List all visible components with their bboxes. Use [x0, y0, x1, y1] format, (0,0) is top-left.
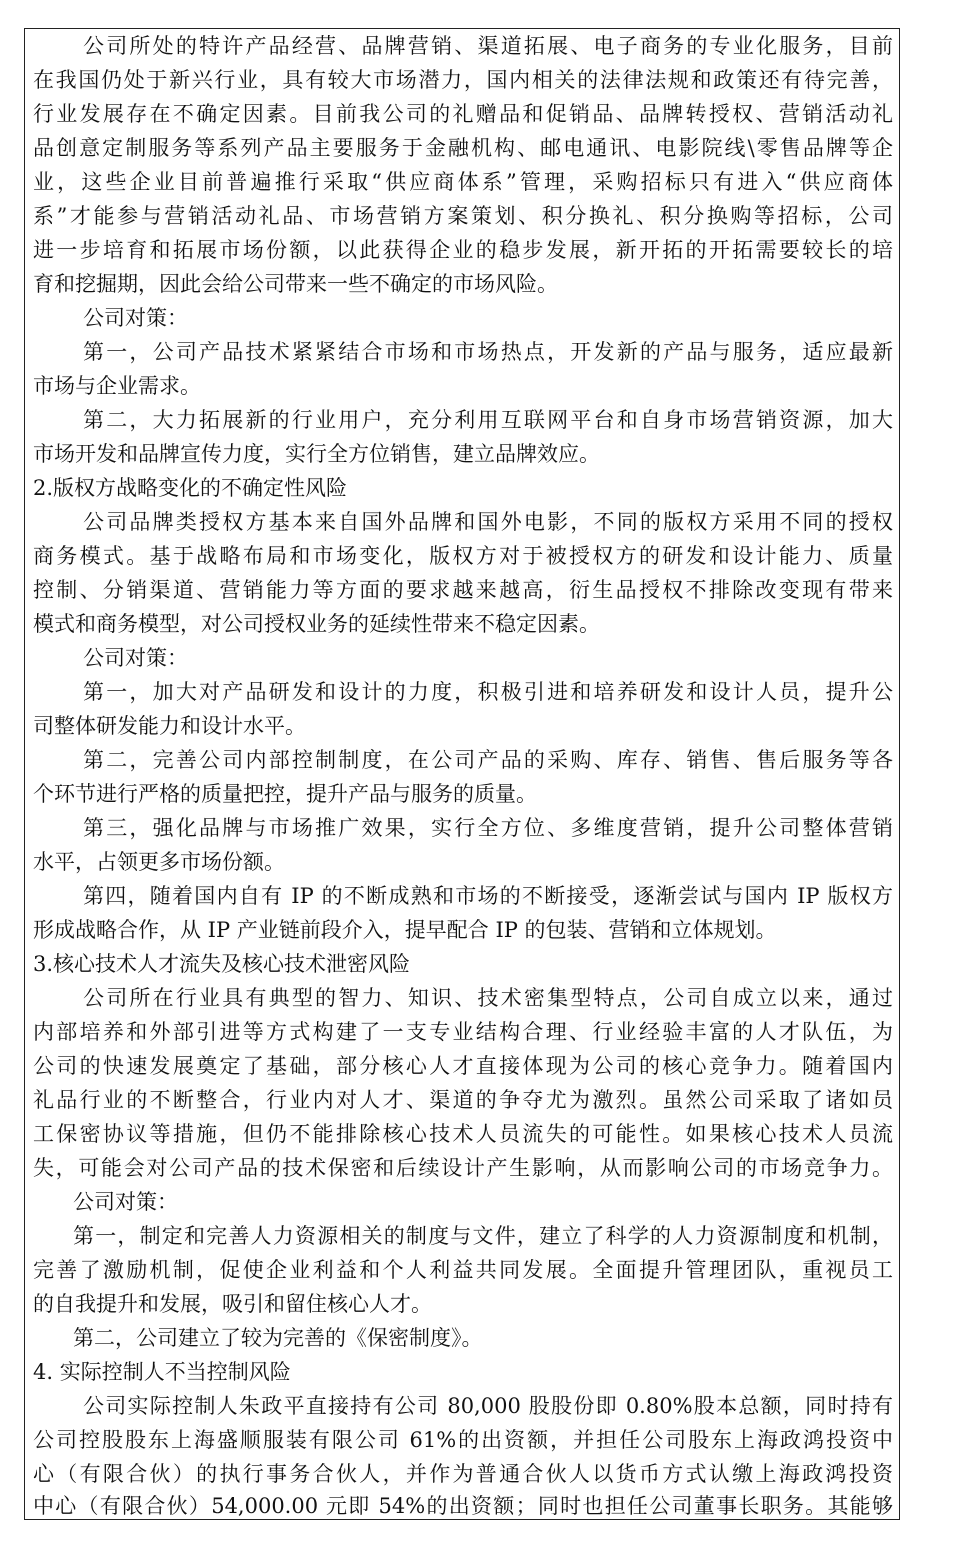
paragraph-line: 业，这些企业目前普遍推行采取“供应商体系”管理，采购招标只有进入“供应商体	[33, 170, 893, 194]
paragraph-line: 第一，加大对产品研发和设计的力度，积极引进和培养研发和设计人员，提升公	[83, 680, 893, 704]
paragraph-line: 水平，占领更多市场份额。	[33, 850, 285, 874]
paragraph-line: 市场与企业需求。	[33, 374, 201, 398]
paragraph-line: 公司所处的特许产品经营、品牌营销、渠道拓展、电子商务的专业化服务，目前	[83, 34, 893, 58]
paragraph-line: 在我国仍处于新兴行业，具有较大市场潜力，国内相关的法律法规和政策还有待完善，	[33, 68, 893, 92]
paragraph-line: 系”才能参与营销活动礼品、市场营销方案策划、积分换礼、积分换购等招标，公司	[33, 204, 893, 228]
paragraph-line: 控制、分销渠道、营销能力等方面的要求越来越高，衍生品授权不排除改变现有带来	[33, 578, 893, 602]
paragraph-line: 第四，随着国内自有 IP 的不断成熟和市场的不断接受，逐渐尝试与国内 IP 版权方	[83, 884, 893, 908]
paragraph-line: 公司品牌类授权方基本来自国外品牌和国外电影，不同的版权方采用不同的授权	[83, 510, 893, 534]
paragraph-line: 心（有限合伙）的执行事务合伙人，并作为普通合伙人以货币方式认缴上海政鸿投资	[33, 1462, 893, 1486]
section-heading: 3.核心技术人才流失及核心技术泄密风险	[33, 952, 411, 976]
countermeasure-label: 公司对策：	[83, 306, 188, 330]
paragraph-line: 形成战略合作，从 IP 产业链前段介入，提早配合 IP 的包装、营销和立体规划。	[33, 918, 777, 942]
paragraph-line: 内部培养和外部引进等方式构建了一支专业结构合理、行业经验丰富的人才队伍，为	[33, 1020, 893, 1044]
countermeasure-label: 公司对策：	[83, 646, 188, 670]
paragraph-line: 礼品行业的不断整合，行业内对人才、渠道的争夺尤为激烈。虽然公司采取了诸如员	[33, 1088, 893, 1112]
paragraph-line: 公司实际控制人朱政平直接持有公司 80,000 股股份即 0.80%股本总额，同时持有	[83, 1394, 893, 1418]
paragraph-line: 第一，制定和完善人力资源相关的制度与文件，建立了科学的人力资源制度和机制，	[73, 1224, 893, 1248]
paragraph-line: 模式和商务模型，对公司授权业务的延续性带来不稳定因素。	[33, 612, 600, 636]
paragraph-line: 品创意定制服务等系列产品主要服务于金融机构、邮电通讯、电影院线\零售品牌等企	[33, 136, 893, 160]
paragraph-line: 完善了激励机制，促使企业利益和个人利益共同发展。全面提升管理团队，重视员工	[33, 1258, 893, 1282]
paragraph-line: 工保密协议等措施，但仍不能排除核心技术人员流失的可能性。如果核心技术人员流	[33, 1122, 893, 1146]
paragraph-line: 司整体研发能力和设计水平。	[33, 714, 306, 738]
paragraph-line: 个环节进行严格的质量把控，提升产品与服务的质量。	[33, 782, 537, 806]
countermeasure-label: 公司对策：	[73, 1190, 178, 1214]
paragraph-line: 第一，公司产品技术紧紧结合市场和市场热点，开发新的产品与服务，适应最新	[83, 340, 893, 364]
paragraph-line: 商务模式。基于战略布局和市场变化，版权方对于被授权方的研发和设计能力、质量	[33, 544, 893, 568]
paragraph-line: 公司的快速发展奠定了基础，部分核心人才直接体现为公司的核心竞争力。随着国内	[33, 1054, 893, 1078]
paragraph-line: 进一步培育和拓展市场份额，以此获得企业的稳步发展，新开拓的开拓需要较长的培	[33, 238, 893, 262]
paragraph-line: 市场开发和品牌宣传力度，实行全方位销售，建立品牌效应。	[33, 442, 600, 466]
section-heading: 4. 实际控制人不当控制风险	[33, 1360, 291, 1384]
paragraph-line: 第二，完善公司内部控制制度，在公司产品的采购、库存、销售、售后服务等各	[83, 748, 893, 772]
paragraph-line: 中心（有限合伙）54,000.00 元即 54%的出资额；同时也担任公司董事长职务。其能够	[33, 1494, 893, 1518]
section-heading: 2.版权方战略变化的不确定性风险	[33, 476, 348, 500]
paragraph-line: 失，可能会对公司产品的技术保密和后续设计产生影响，从而影响公司的市场竞争力。	[33, 1156, 893, 1180]
paragraph-line: 第二，大力拓展新的行业用户，充分利用互联网平台和自身市场营销资源，加大	[83, 408, 893, 432]
paragraph-line: 公司所在行业具有典型的智力、知识、技术密集型特点，公司自成立以来，通过	[83, 986, 893, 1010]
paragraph-line: 第三，强化品牌与市场推广效果，实行全方位、多维度营销，提升公司整体营销	[83, 816, 893, 840]
paragraph-line: 育和挖掘期，因此会给公司带来一些不确定的市场风险。	[33, 272, 558, 296]
document-frame	[24, 28, 900, 1520]
paragraph-line: 行业发展存在不确定因素。目前我公司的礼赠品和促销品、品牌转授权、营销活动礼	[33, 102, 893, 126]
paragraph-line: 公司控股股东上海盛顺服装有限公司 61%的出资额，并担任公司股东上海政鸿投资中	[33, 1428, 893, 1452]
paragraph-line: 的自我提升和发展，吸引和留住核心人才。	[33, 1292, 432, 1316]
paragraph-line: 第二，公司建立了较为完善的《保密制度》。	[73, 1326, 483, 1350]
